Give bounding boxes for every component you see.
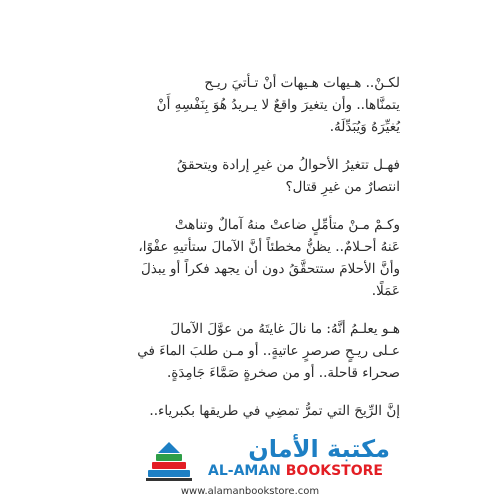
website-url: www.alamanbookstore.com: [180, 486, 320, 497]
text-line: فهـل تتغيرُ الأحوالُ من غيرِ إرادة ويتحققُ: [176, 157, 400, 173]
text-line: صحراء قاحلة.. أو من صخرةٍ صَمَّاءَ جَامِدَةٍ.: [166, 365, 400, 381]
logo-english-name-part: AL-AMAN: [208, 463, 281, 479]
text-line: هـو يعلـمُ أنَّهُ: ما نالَ غايتَهُ من عوَّلَ الآمالَ: [170, 321, 400, 337]
paragraph-2: [115, 154, 400, 198]
text-line: لكـنْ.. هـيهات هـيهات أنْ تـأتيَ ريـح: [204, 75, 400, 91]
body-text: [115, 72, 400, 438]
text-line: عَمَلًا.: [371, 283, 400, 299]
text-line: عَنهُ أحـلامٌ.. يظنُّ مخطئاً أنَّ الآمالَ ستأتيهِ عفْوًا،: [138, 239, 400, 255]
paragraph-1: [115, 72, 400, 138]
logo-english-name: [208, 462, 383, 480]
logo-english-store-part: BOOKSTORE: [285, 463, 383, 479]
paragraph-3: [115, 214, 400, 302]
text-line: عـلى ريـحٍ صرصرٍ عاتيةٍ.. أو مـن طلبَ الماءَ في: [137, 343, 400, 359]
paragraph-5: [115, 400, 400, 422]
logo-arabic-name: مكتبة الأمان: [248, 435, 390, 463]
text-line: وكـمْ مـنْ متأمِّلٍ ضاعتْ منهُ آمالٌ وتناهتْ: [174, 217, 400, 233]
text-line: انتصارٌ من غيرِ قتال؟: [285, 179, 400, 195]
text-line: يتمنَّاها.. وأن يتغيرَ واقعٌ لا يـريدُ هُوَ بِنَفْسِهِ أَنْ: [156, 97, 400, 113]
text-line: وأنَّ الأحلامَ ستتحقَّقُ دون أن يجهد فكراً أو يبذلَ: [141, 261, 400, 277]
text-line: إنَّ الرِّيحَ التي تمرُّ تمضِي في طريقها بكبرياء..: [149, 403, 400, 419]
paragraph-4: [115, 318, 400, 384]
book-stack-icon: [144, 440, 194, 484]
bookstore-logo: [108, 436, 398, 488]
text-line: يُغيِّرَهُ وَيُبَدِّلَهُ.: [329, 119, 400, 135]
